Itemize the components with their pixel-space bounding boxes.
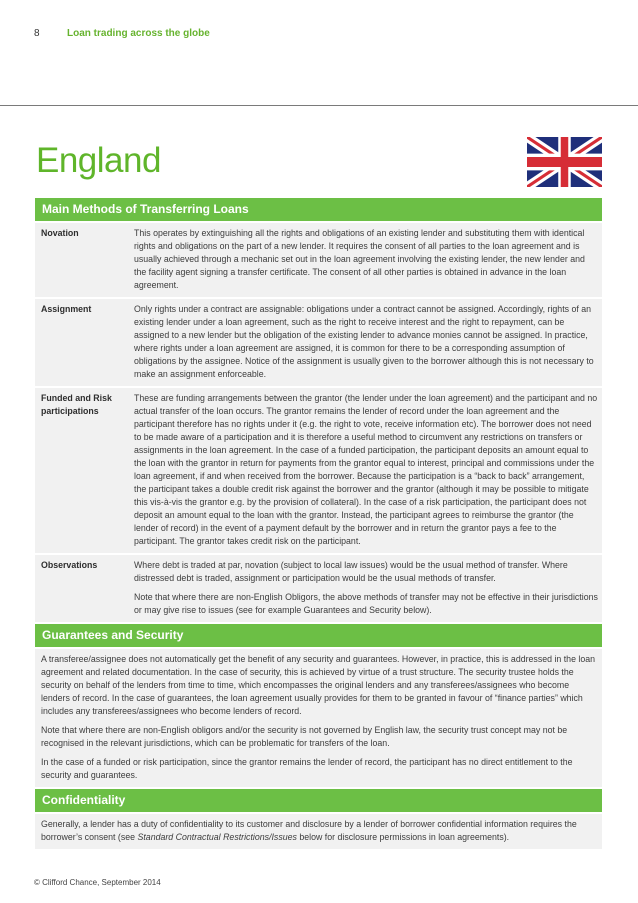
table-row-assignment <box>35 299 602 386</box>
table-row-novation <box>35 223 602 297</box>
page-number: 8 <box>34 28 40 39</box>
table-row-participations <box>35 388 602 553</box>
section-header-guarantees: Guarantees and Security <box>35 624 602 647</box>
text-before: Generally, a lender has a duty of confidentiality to its customer and disclosure by a lender of borrower confidential information requires the borrower’s consent (see <box>41 819 577 842</box>
row-text: Where debt is traded at par, novation (subject to local law issues) would be the usual method of transfer. Where distressed debt is traded, assignment or participation would be the usual methods of transfer. <box>134 560 568 583</box>
body-paragraph <box>41 818 596 844</box>
section-header-transfer-methods: Main Methods of Transferring Loans <box>35 198 602 221</box>
body-paragraph: Note that where there are non-English obligors and/or the security is not governed by English law, the security trust concept may not be recognised in the relevant jurisdictions, which can be problematic for transfers of the loan. <box>41 725 568 748</box>
row-body <box>134 227 602 292</box>
row-body <box>134 392 602 548</box>
row-label: Novation <box>41 228 79 238</box>
row-body <box>134 559 602 617</box>
row-label: Observations <box>41 560 98 570</box>
footer-copyright: © Clifford Chance, September 2014 <box>34 878 161 887</box>
row-label: Funded and Risk participations <box>41 393 112 416</box>
text-after: below for disclosure permissions in loan agreements). <box>296 832 510 842</box>
row-text: These are funding arrangements between the grantor (the lender under the loan agreement) and the participant and no actual transfer of the loan occurs. The grantor remains the lender of record under the loan agreement and the participant therefore has no rights under it (e.g. the right to vote, receive information etc). The borrower does not need to be made aware of a participation and it is therefore a useful method to circumvent any restrictions on transfers or assignments in the loan agreement. In the case of a funded participation, the participant deposits an amount equal to the loan with the grantor in return for payments from the grantor equal to interest, principal and commissions under the loan agreement, if and when received from the borrower. Because the participation is a “back to back” arrangement, the participant takes a double credit risk against the borrower and the grantor (although it may be possible to mitigate this vis-à-vis the grantor e.g. by the provision of collateral). In the case of a risk participation, the participant does not deposit an amount equal to the loan with the grantor. Instead, the participant agrees to reimburse the grantor (the lender of record) in the event of a payment default by the borrower and in return the grantor pays a fee to the participant. The grantor takes credit risk on the participant. <box>134 393 598 546</box>
confidentiality-text-block <box>35 814 602 849</box>
row-label: Assignment <box>41 304 92 314</box>
cross-reference: Standard Contractual Restrictions/Issues <box>137 832 297 842</box>
row-text: Only rights under a contract are assignable: obligations under a contract cannot be assigned. Accordingly, rights of an existing lender under a loan agreement, such as the right to receive interest and the right to repayment, can be assigned to a new lender but the obligation of the existing lender to advance monies cannot be assigned. In practice, where rights under a loan agreement are assigned, it is common for there to be a corresponding assumption of obligations by the assignee. Notice of the assignment is usually given to the borrower although this is not necessary to make an assignment enforceable. <box>134 304 594 379</box>
country-heading: England <box>36 141 161 180</box>
union-jack-flag-icon <box>527 137 602 187</box>
row-text: This operates by extinguishing all the rights and obligations of an existing lender and substituting them with identical rights and obligations on the part of a new lender. It requires the consent of all parties to the loan agreement and is usually achieved through a mechanic set out in the loan agreement involving the existing lender, the new lender and the facility agent signing a transfer certificate. The consent of all other parties is obtained in advance in the loan agreement. <box>134 228 585 290</box>
running-title: Loan trading across the globe <box>67 28 210 39</box>
section-header-confidentiality: Confidentiality <box>35 789 602 812</box>
header-divider <box>0 105 638 106</box>
guarantees-text-block <box>35 649 602 787</box>
body-paragraph: In the case of a funded or risk participation, since the grantor remains the lender of record, the participant has no direct entitlement to the security and guarantees. <box>41 757 573 780</box>
row-body <box>134 303 602 381</box>
row-text: Note that where there are non-English Obligors, the above methods of transfer may not be effective in their jurisdictions or may give rise to issues (see for example Guarantees and Security below). <box>134 592 598 615</box>
country-table <box>35 198 602 851</box>
body-paragraph: A transferee/assignee does not automatically get the benefit of any security and guarantees. However, in practice, this is addressed in the loan agreement and related documentation. In the case of security, this is achieved by virtue of a trust structure. The security trustee holds the security on behalf of the lenders from time to time, which encompasses the original lenders and any transferees/assignees who become lenders of record. In the case of guarantees, the loan agreement usually provides for them to be granted in favour of “finance parties” which includes any transferees/assignees who become lenders of record. <box>41 654 596 716</box>
table-row-observations <box>35 555 602 622</box>
